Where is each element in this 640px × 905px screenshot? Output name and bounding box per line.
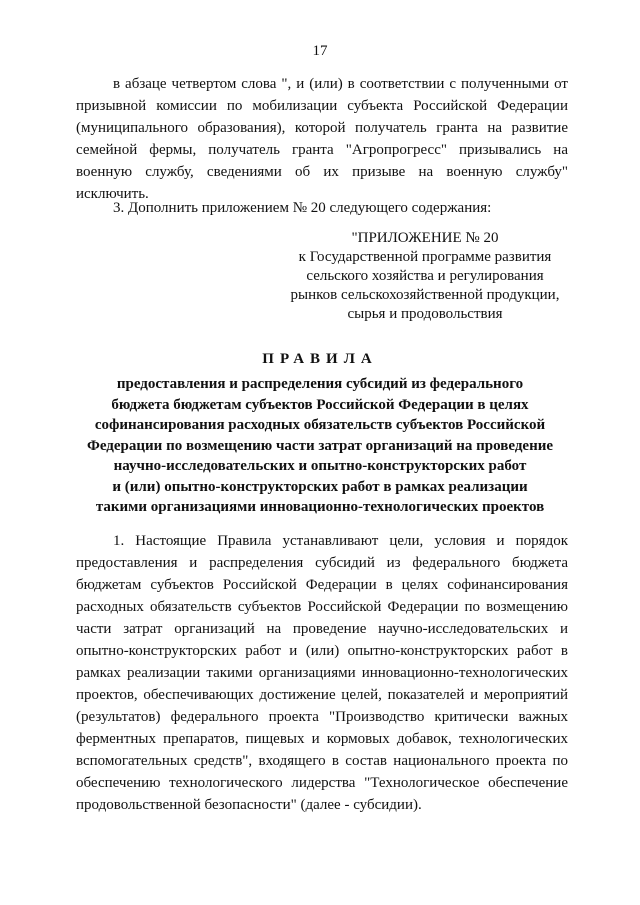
- appendix-line: рынков сельскохозяйственной продукции,: [290, 287, 560, 303]
- subtitle-line: софинансирования расходных обязательств субъектов Российской: [94, 417, 546, 433]
- rules-paragraph-1: [76, 530, 568, 816]
- subtitle-line: научно-исследовательских и опытно-конструкторских работ: [113, 458, 527, 474]
- appendix-line: сырья и продовольствия: [347, 306, 503, 322]
- appendix-line: сельского хозяйства и регулирования: [306, 268, 544, 284]
- subtitle-line: и (или) опытно-конструкторских работ в рамках реализации: [112, 478, 528, 495]
- subtitle-line: бюджета бюджетам субъектов Российской Федерации в целях: [111, 396, 529, 413]
- page-number: 17: [312, 43, 328, 59]
- add-appendix-paragraph: [76, 197, 568, 219]
- amendment-paragraph: [76, 73, 568, 205]
- appendix-line: к Государственной программе развития: [298, 249, 552, 265]
- subtitle-line: Федерации по возмещению части затрат организаций на проведение: [86, 437, 554, 454]
- paragraph-text: в абзаце четвертом слова ", и (или) в соответствии с полученными от призывной комиссии по мобилизации субъекта Российской Федерации (муниципального образования), которой получатель гранта на развитие семейной фермы, получатель гранта "Агропрогресс" призывались на военную службу, сведениями об их призыве на военную службу" исключить.: [76, 76, 568, 202]
- document-heading: ПРАВИЛА: [262, 351, 378, 367]
- appendix-header: [270, 229, 580, 324]
- appendix-line: "ПРИЛОЖЕНИЕ № 20: [351, 230, 499, 246]
- document-subtitle: [70, 374, 570, 518]
- paragraph-text: 3. Дополнить приложением № 20 следующего содержания:: [113, 200, 492, 216]
- paragraph-text: 1. Настоящие Правила устанавливают цели, условия и порядок предоставления и распределения субсидий из федерального бюджета бюджетам субъектов Российской Федерации в целях софинансирования расходных обязательств субъектов Российской Федерации по возмещению части затрат организаций на проведение научно-исследовательских и опытно-конструкторских работ и (или) опытно-конструкторских работ в рамках реализации такими организациями инновационно-технологических проектов, обеспечивающих достижение целей, показателей и мероприятий (результатов) федерального проекта "Производство критически важных ферментных препаратов, пищевых и кормовых добавок, технологических вспомогательных средств", входящего в состав национального проекта по обеспечению технологического лидерства "Технологическое обеспечение продовольственной безопасности" (далее - субсидии).: [76, 533, 568, 813]
- subtitle-line: предоставления и распределения субсидий из федерального: [116, 376, 524, 392]
- subtitle-line: такими организациями инновационно-технологических проектов: [95, 499, 545, 515]
